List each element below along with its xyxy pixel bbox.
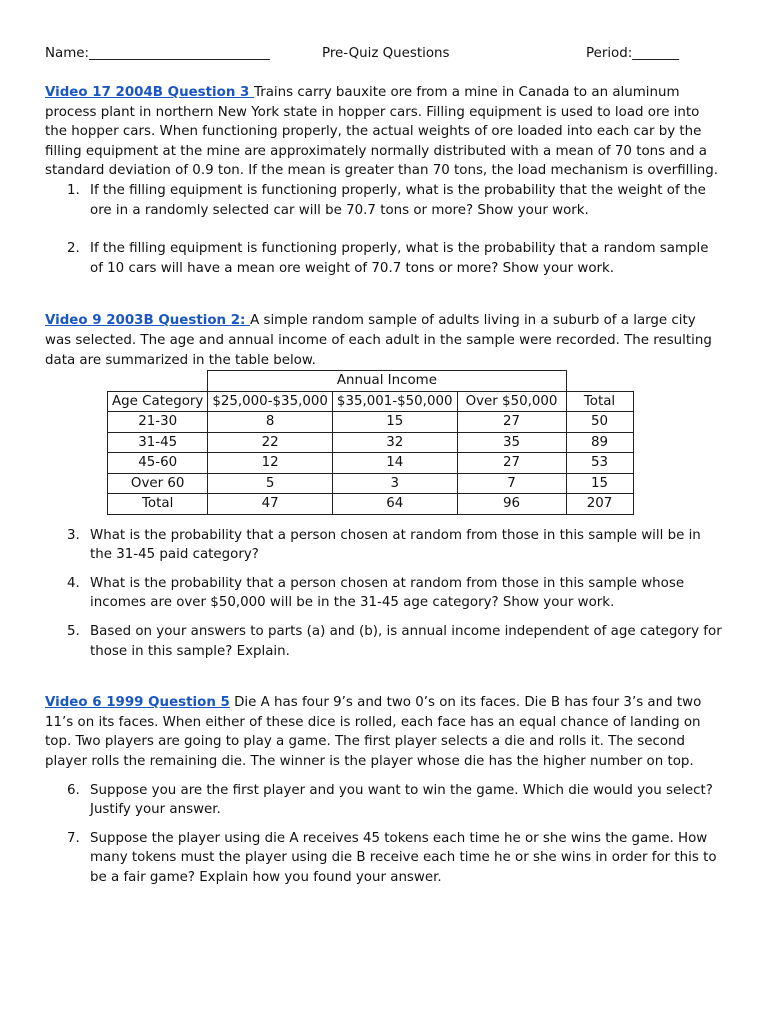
- column-header: Total: [566, 391, 633, 412]
- table-cell: 53: [566, 453, 633, 474]
- table-row: [108, 494, 634, 515]
- page-title: Pre-Quiz Questions: [322, 46, 450, 61]
- question-item: [45, 526, 725, 565]
- question-text: If the filling equipment is functioning properly, what is the probability that a random sample of 10 cars will have a mean ore weight of 70.7 tons or more? Show your work.: [90, 241, 709, 276]
- table-cell: 12: [208, 453, 333, 474]
- intro-text: A simple random sample of adults living in a suburb of a large city was selected. The age and annual income of each adult in the sample were recorded. The resulting data are summarized in the table below.: [45, 313, 712, 368]
- table-cell: 15: [332, 412, 457, 433]
- table-cell: 8: [208, 412, 333, 433]
- question-text: What is the probability that a person chosen at random from those in this sample will be in the 31-45 paid category?: [90, 527, 701, 563]
- question-item: [45, 181, 725, 220]
- table-cell: 14: [332, 453, 457, 474]
- video-link[interactable]: Video 17 2004B Question 3: [45, 85, 255, 100]
- table-cell: 96: [457, 494, 566, 515]
- table-cell: 50: [566, 412, 633, 433]
- column-header: $35,001-$50,000: [332, 391, 457, 412]
- intro-text: Die A has four 9’s and two 0’s on its faces. Die B has four 3’s and two 11’s on its faces. When either of these dice is rolled, each face has an equal chance of landing on top. Two players are going to play a game. The first player selects a die and rolls it. The second player rolls the remaining die. The winner is the player whose die has the higher number on top.: [45, 695, 702, 769]
- section-video-17: [45, 83, 725, 278]
- question-number: 3.: [67, 527, 80, 543]
- section-video-6: [45, 693, 725, 887]
- question-number: 4.: [67, 575, 80, 591]
- question-list: [45, 181, 725, 278]
- video-link[interactable]: Video 9 2003B Question 2:: [45, 313, 251, 329]
- question-text: If the filling equipment is functioning properly, what is the probability that the weight of the ore in a randomly selected car will be 70.7 tons or more? Show your work.: [90, 182, 706, 218]
- question-text: Suppose you are the first player and you want to win the game. Which die would you select? Justify your answer.: [90, 782, 713, 818]
- annual-income-banner: Annual Income: [208, 371, 566, 392]
- table-cell: 27: [457, 412, 566, 433]
- table-cell: 21-30: [108, 412, 208, 433]
- question-text: What is the probability that a person chosen at random from those in this sample whose incomes are over $50,000 will be in the 31-45 age category? Show your work.: [90, 575, 685, 611]
- name-field-label: Name:___________________________: [45, 46, 270, 61]
- table-cell: 3: [332, 473, 457, 494]
- table-row: [108, 432, 634, 453]
- table-cell: 207: [566, 494, 633, 515]
- table-row: [108, 412, 634, 433]
- question-number: 5.: [67, 624, 80, 639]
- table-banner-row: [108, 371, 634, 392]
- column-header: Age Category: [108, 391, 208, 412]
- table-cell: 45-60: [108, 453, 208, 474]
- table-cell: Total: [108, 494, 208, 515]
- column-header: Over $50,000: [457, 391, 566, 412]
- table-cell: 35: [457, 432, 566, 453]
- table-cell: 47: [208, 494, 333, 515]
- table-cell: 64: [332, 494, 457, 515]
- section-video-9: [45, 311, 725, 661]
- worksheet-page: [45, 44, 725, 888]
- question-list: [45, 781, 725, 888]
- table-row: [108, 453, 634, 474]
- table-header-row: [108, 391, 634, 412]
- question-item: [45, 781, 725, 820]
- table-row: [108, 473, 634, 494]
- question-item: [45, 574, 725, 613]
- question-item: [45, 622, 725, 661]
- period-field-label: Period:_______: [586, 46, 680, 61]
- column-header: $25,000-$35,000: [208, 391, 333, 412]
- question-text: Suppose the player using die A receives 45 tokens each time he or she wins the game. How many tokens must the player using die B receive each time he or she wins in order for this to be a fair game? Explain how you found your answer.: [90, 830, 717, 885]
- section-intro: [45, 83, 725, 181]
- table-cell: 5: [208, 473, 333, 494]
- question-number: 7.: [67, 830, 80, 846]
- table-cell: Over 60: [108, 473, 208, 494]
- table-cell: 31-45: [108, 432, 208, 453]
- worksheet-header: [45, 44, 725, 66]
- question-list: [45, 526, 725, 662]
- table-cell: 27: [457, 453, 566, 474]
- question-item: [45, 829, 725, 888]
- intro-text: Trains carry bauxite ore from a mine in Canada to an aluminum process plant in northern New York state in hopper cars. Filling equipment is used to load ore into the hopper cars. When functioning properly, the actual weights of ore loaded into each car by the filling equipment at the mine are approximately normally distributed with a mean of 70 tons and a standard deviation of 0.9 ton. If the mean is greater than 70 tons, the load mechanism is overfilling.: [45, 85, 719, 179]
- table-cell: 7: [457, 473, 566, 494]
- question-number: 6.: [67, 782, 80, 798]
- table-cell: 89: [566, 432, 633, 453]
- table-cell: 22: [208, 432, 333, 453]
- table-cell: 15: [566, 473, 633, 494]
- income-table: [107, 370, 634, 515]
- video-link[interactable]: Video 6 1999 Question 5: [45, 695, 230, 711]
- question-text: Based on your answers to parts (a) and (b), is annual income independent of age category for those in this sample? Explain.: [90, 624, 722, 659]
- section-intro: [45, 311, 725, 370]
- question-number: 1.: [67, 182, 80, 198]
- table-cell: 32: [332, 432, 457, 453]
- question-number: 2.: [67, 241, 80, 257]
- question-item: [45, 239, 725, 278]
- section-intro: [45, 693, 725, 771]
